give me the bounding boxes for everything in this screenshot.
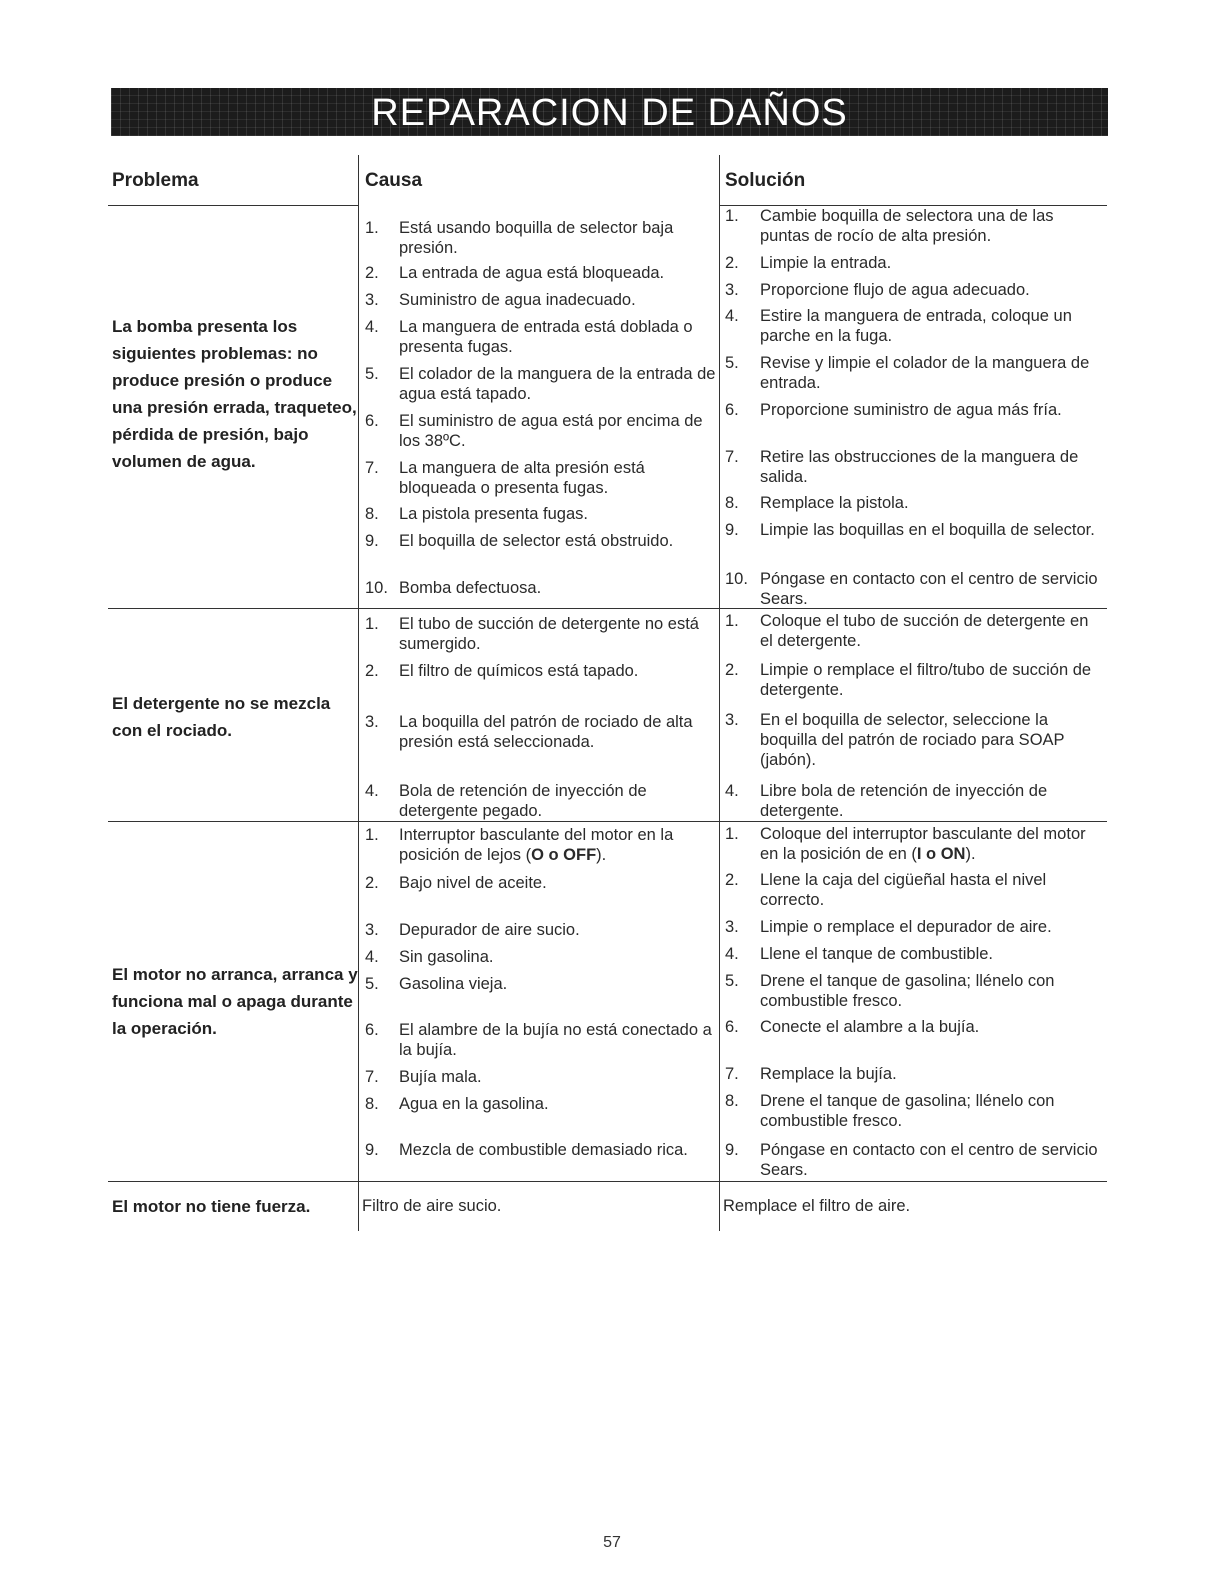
list-item: 6. Proporcione suministro de agua más fría. — [725, 401, 1062, 419]
header-cause: Causa — [365, 170, 423, 191]
list-item: 10. Bomba defectuosa. — [365, 579, 542, 597]
list-item: 2. La entrada de agua está bloqueada. — [365, 264, 665, 282]
list-item: 4. Bola de retención de inyección de detergente pegado. — [365, 782, 647, 820]
list-item: 5. Drene el tanque de gasolina; llénelo con combustible fresco. — [725, 972, 1055, 1010]
list-item: 1. Coloque el tubo de succión de detergente en el detergente. — [725, 612, 1089, 650]
list-item: 4. Estire la manguera de entrada, coloque un parche en la fuga. — [725, 307, 1072, 345]
section-rule — [108, 821, 1107, 822]
list-item: 3. Suministro de agua inadecuado. — [365, 291, 636, 309]
list-item: 6. Conecte el alambre a la bujía. — [725, 1018, 980, 1036]
page-number: 57 — [603, 1534, 621, 1551]
page-title: REPARACION DE DAÑOS — [371, 92, 848, 134]
list-item: 9. Póngase en contacto con el centro de servicio Sears. — [725, 1141, 1098, 1179]
list-item: 8. Drene el tanque de gasolina; llénelo con combustible fresco. — [725, 1092, 1055, 1130]
list-item: 1. Interruptor basculante del motor en la posición de lejos (O o OFF). — [365, 826, 674, 864]
list-item: 1. Coloque del interruptor basculante del motor en la posición de en (I o ON). — [725, 825, 1086, 863]
list-item: 9. Mezcla de combustible demasiado rica. — [365, 1141, 688, 1159]
problem-engine-start: El motor no arranca, arranca y funciona mal o apaga durante la operación. — [112, 965, 358, 1038]
list-item: 2. Limpie o remplace el filtro/tubo de succión de detergente. — [725, 661, 1092, 699]
cause-text: Filtro de aire sucio. — [362, 1197, 502, 1215]
list-item: 5. Gasolina vieja. — [365, 975, 508, 993]
list-item: 6. El alambre de la bujía no está conectado a la bujía. — [365, 1021, 712, 1059]
list-item: 3. Limpie o remplace el depurador de aire. — [725, 918, 1052, 936]
list-item: 3. Depurador de aire sucio. — [365, 921, 580, 939]
title-banner — [111, 88, 1108, 136]
list-item: 5. El colador de la manguera de la entrada de agua está tapado. — [365, 365, 716, 403]
problem-pump: La bomba presenta los siguientes problemas: no produce presión o produce una presión errada, traqueteo, pérdida de presión, bajo volumen de agua. — [112, 317, 357, 471]
header-rule-problem — [108, 205, 358, 206]
list-item: 2. El filtro de químicos está tapado. — [365, 662, 639, 680]
list-item: 8. Agua en la gasolina. — [365, 1095, 549, 1113]
list-item: 3. En el boquilla de selector, seleccione la boquilla del patrón de rociado para SOAP (jabón). — [725, 711, 1065, 769]
list-item: 2. Bajo nivel de aceite. — [365, 874, 547, 892]
list-item: 5. Revise y limpie el colador de la manguera de entrada. — [725, 354, 1090, 392]
list-item: 4. Sin gasolina. — [365, 948, 494, 966]
problem-detergent: El detergente no se mezcla con el rociado. — [112, 694, 331, 740]
list-item: 10. Póngase en contacto con el centro de servicio Sears. — [725, 570, 1098, 608]
list-item: 8. Remplace la pistola. — [725, 494, 909, 512]
section-rule — [108, 1181, 1107, 1182]
list-item: 4. La manguera de entrada está doblada o presenta fugas. — [365, 318, 693, 356]
list-item: 3. La boquilla del patrón de rociado de alta presión está seleccionada. — [365, 713, 693, 751]
list-item: 8. La pistola presenta fugas. — [365, 505, 588, 523]
list-item: 7. Bujía mala. — [365, 1068, 482, 1086]
list-item: 9. Limpie las boquillas en el boquilla de selector. — [725, 521, 1095, 539]
list-item: 2. Llene la caja del cigüeñal hasta el nivel correcto. — [725, 871, 1047, 909]
problem-engine-power: El motor no tiene fuerza. — [112, 1197, 311, 1216]
list-item: 7. Remplace la bujía. — [725, 1065, 897, 1083]
list-item: 1. Cambie boquilla de selectora una de las puntas de rocío de alta presión. — [725, 207, 1054, 245]
list-item: 2. Limpie la entrada. — [725, 254, 892, 272]
list-item: 9. El boquilla de selector está obstruido. — [365, 532, 674, 550]
list-item: 7. La manguera de alta presión está bloqueada o presenta fugas. — [365, 459, 645, 497]
header-problem: Problema — [112, 170, 199, 191]
list-item: 6. El suministro de agua está por encima de los 38ºC. — [365, 412, 703, 450]
list-item: 4. Libre bola de retención de inyección de detergente. — [725, 782, 1048, 820]
list-item: 7. Retire las obstrucciones de la manguera de salida. — [725, 448, 1079, 486]
list-item: 1. El tubo de succión de detergente no está sumergido. — [365, 615, 699, 653]
column-divider-solution — [719, 155, 720, 1231]
list-item: 1. Está usando boquilla de selector baja presión. — [365, 219, 674, 257]
solution-text: Remplace el filtro de aire. — [723, 1197, 911, 1215]
header-solution: Solución — [725, 170, 806, 191]
list-item: 3. Proporcione flujo de agua adecuado. — [725, 281, 1030, 299]
list-item: 4. Llene el tanque de combustible. — [725, 945, 993, 963]
